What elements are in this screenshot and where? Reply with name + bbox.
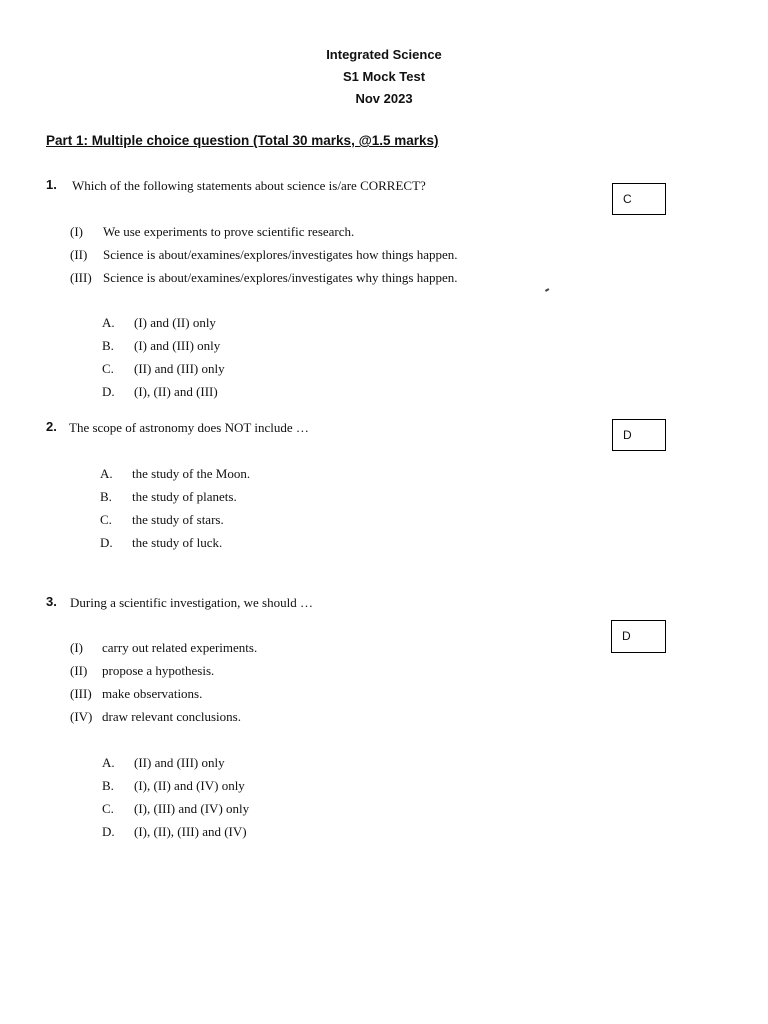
question-number: 3. bbox=[46, 594, 57, 609]
statement-numeral: (II) bbox=[70, 247, 88, 262]
document-title: Integrated Science bbox=[326, 47, 442, 62]
option-letter: D. bbox=[102, 824, 115, 839]
statement-text: Science is about/examines/explores/investigates how things happen. bbox=[103, 247, 458, 262]
statement-text: draw relevant conclusions. bbox=[102, 709, 241, 724]
answer-value: C bbox=[623, 192, 632, 206]
question-text: The scope of astronomy does NOT include … bbox=[69, 420, 309, 435]
option-letter: C. bbox=[102, 801, 114, 816]
part-heading: Part 1: Multiple choice question (Total 30 marks, @1.5 marks) bbox=[46, 133, 439, 148]
option-text: (II) and (III) only bbox=[134, 361, 225, 376]
answer-value: D bbox=[622, 629, 631, 643]
option-text: (I), (II) and (IV) only bbox=[134, 778, 245, 793]
option-letter: B. bbox=[102, 338, 114, 353]
question-text: Which of the following statements about science is/are CORRECT? bbox=[72, 178, 426, 193]
question-number: 1. bbox=[46, 177, 57, 192]
scan-speck bbox=[545, 288, 549, 291]
option-text: (I) and (II) only bbox=[134, 315, 216, 330]
option-letter: A. bbox=[102, 315, 115, 330]
question-text: During a scientific investigation, we should … bbox=[70, 595, 313, 610]
option-letter: B. bbox=[102, 778, 114, 793]
statement-text: Science is about/examines/explores/investigates why things happen. bbox=[103, 270, 458, 285]
statement-numeral: (III) bbox=[70, 686, 92, 701]
statement-numeral: (IV) bbox=[70, 709, 93, 724]
answer-box bbox=[612, 419, 666, 451]
statement-text: We use experiments to prove scientific research. bbox=[103, 224, 355, 239]
option-letter: C. bbox=[100, 512, 112, 527]
statement-text: carry out related experiments. bbox=[102, 640, 258, 655]
document-subtitle: S1 Mock Test bbox=[342, 69, 426, 84]
option-letter: C. bbox=[102, 361, 114, 376]
statement-numeral: (III) bbox=[70, 270, 92, 285]
question-number: 2. bbox=[46, 419, 57, 434]
option-text: (II) and (III) only bbox=[134, 755, 225, 770]
answer-box bbox=[611, 620, 666, 653]
option-text: the study of the Moon. bbox=[132, 466, 251, 481]
option-text: the study of luck. bbox=[132, 535, 223, 550]
statement-text: propose a hypothesis. bbox=[102, 663, 215, 678]
statement-numeral: (I) bbox=[70, 640, 83, 655]
option-text: the study of planets. bbox=[132, 489, 237, 504]
option-text: (I), (II), (III) and (IV) bbox=[134, 824, 247, 839]
document-date: Nov 2023 bbox=[355, 91, 413, 106]
option-letter: D. bbox=[100, 535, 113, 550]
option-letter: D. bbox=[102, 384, 115, 399]
answer-value: D bbox=[623, 428, 632, 442]
option-letter: A. bbox=[102, 755, 115, 770]
option-letter: A. bbox=[100, 466, 113, 481]
statement-numeral: (I) bbox=[70, 224, 83, 239]
statement-numeral: (II) bbox=[70, 663, 88, 678]
option-text: the study of stars. bbox=[132, 512, 224, 527]
option-letter: B. bbox=[100, 489, 112, 504]
option-text: (I) and (III) only bbox=[134, 338, 221, 353]
option-text: (I), (II) and (III) bbox=[134, 384, 218, 399]
answer-box bbox=[612, 183, 666, 215]
option-text: (I), (III) and (IV) only bbox=[134, 801, 250, 816]
statement-text: make observations. bbox=[102, 686, 203, 701]
